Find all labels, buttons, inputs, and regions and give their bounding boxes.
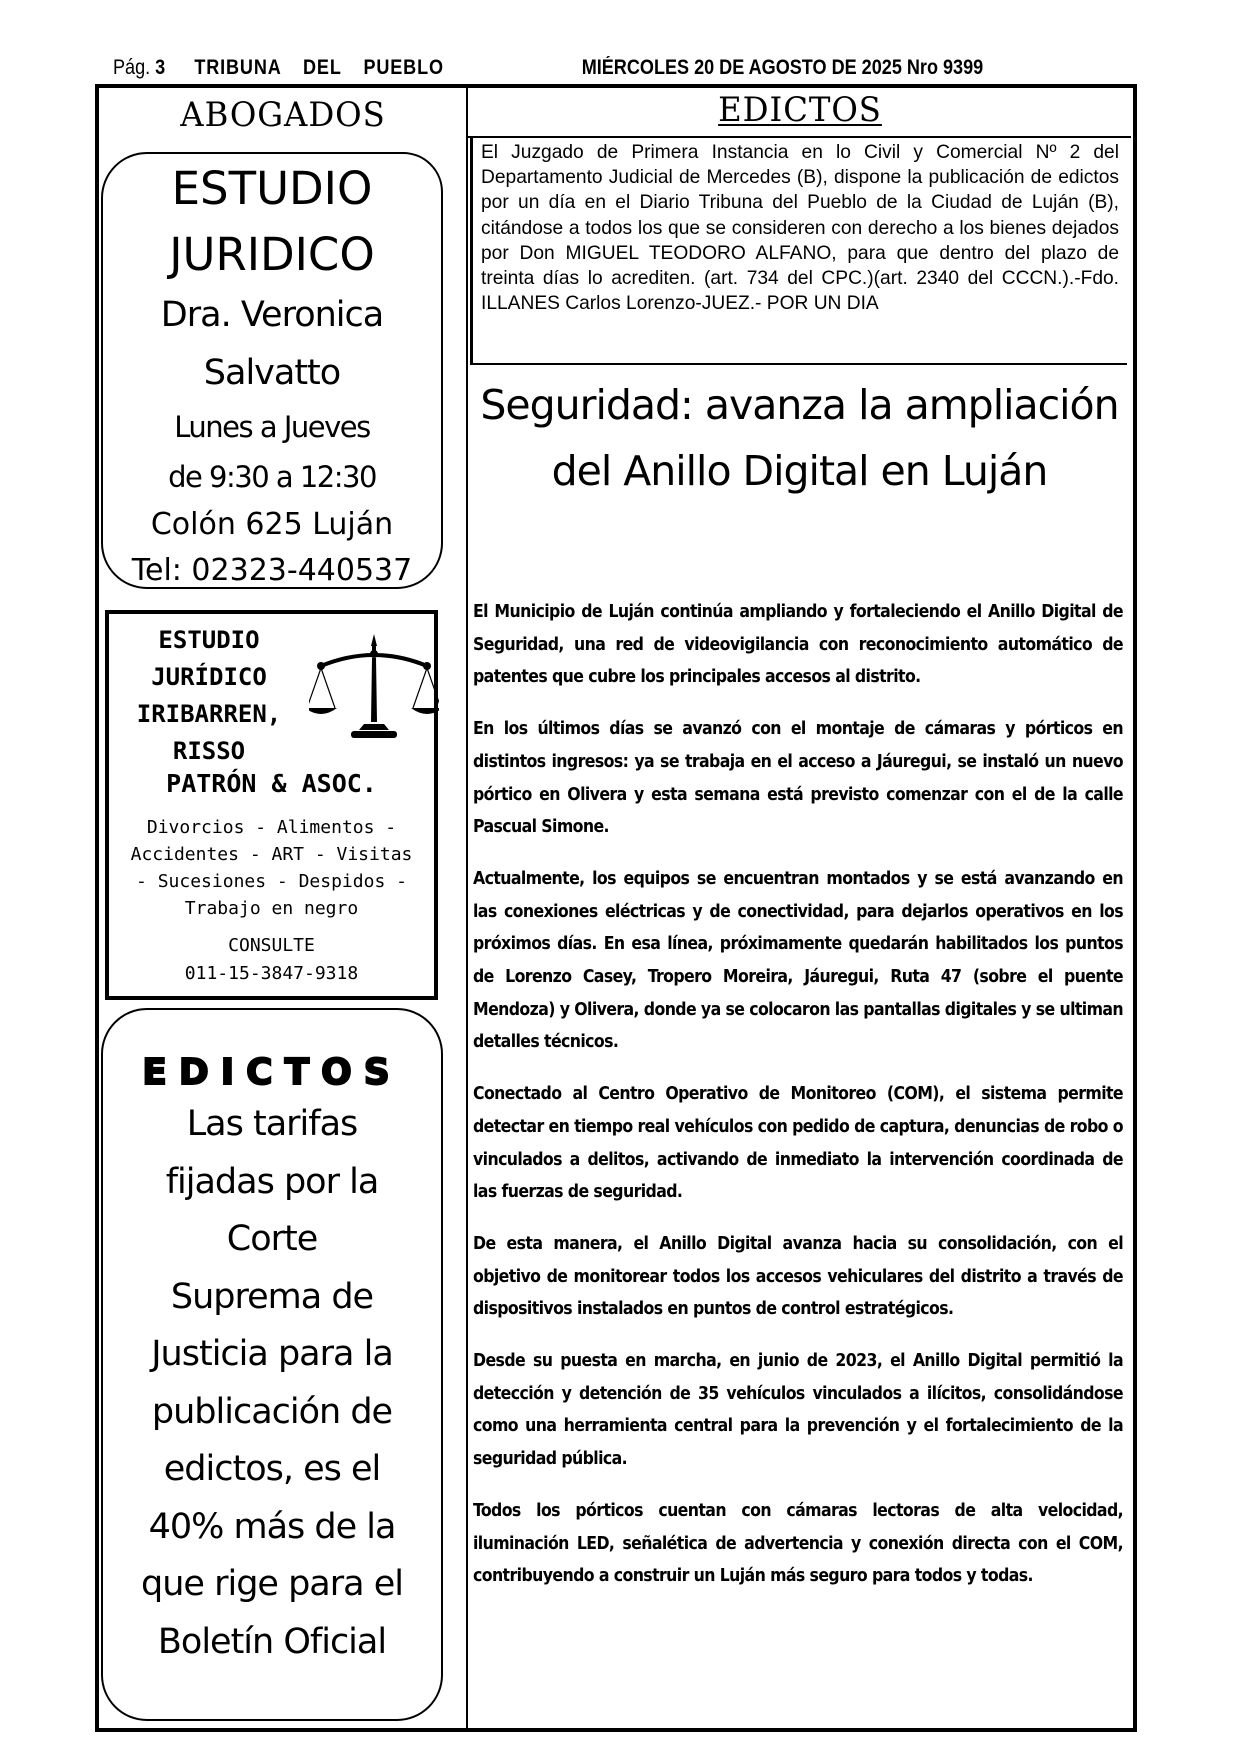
- ad-edictos-body: [103, 1096, 441, 1671]
- column-divider: [466, 88, 468, 1728]
- ad-phone: Tel: 02323-440537: [131, 553, 413, 588]
- article-paragraph: El Municipio de Luján continúa ampliando y fortaleciendo el Anillo Digital de Seguridad, una red de videovigilancia con reconocimiento automático de patentes que cubre los principales accesos al distrito.: [473, 602, 1123, 688]
- article-headline: Seguridad: avanza la ampliación del Anillo Digital en Luján: [480, 381, 1119, 495]
- ad-line: de 9:30 a 12:30: [168, 460, 376, 494]
- ad-line: Justicia para la: [151, 1334, 393, 1374]
- ad-line: Boletín Oficial: [157, 1621, 387, 1662]
- ad-title: [109, 622, 309, 770]
- ad-phone: 011-15-3847-9318: [184, 963, 359, 984]
- ad-estudio-juridico-salvatto: [101, 152, 443, 589]
- ad-line: edictos, es el: [163, 1449, 381, 1489]
- ad-service-line: Divorcios - Alimentos -: [146, 817, 397, 838]
- ad-title-line: JURÍDICO: [151, 663, 267, 691]
- ad-line: ESTUDIO: [171, 162, 373, 215]
- ad-line: Dra. Veronica: [160, 295, 384, 335]
- page-number: 3: [155, 56, 166, 79]
- scales-of-justice-icon: [309, 632, 439, 742]
- ad-line: Las tarifas: [186, 1104, 358, 1144]
- ad-service-line: Trabajo en negro: [184, 898, 359, 919]
- ad-edictos-title: EDICTOS: [142, 1052, 402, 1093]
- section-title-edictos-text: EDICTOS: [718, 90, 882, 130]
- newspaper-name: TRIBUNA DEL PUEBLO: [194, 56, 444, 79]
- article-body: [473, 596, 1123, 1612]
- section-title-abogados: ABOGADOS: [180, 95, 386, 135]
- article-paragraph: Desde su puesta en marcha, en junio de 2023, el Anillo Digital permitió la detección y detención de 35 vehículos vinculados a ilícitos, consolidándose como una herramienta central para la prevención y el fortalecimiento de la seguridad pública.: [473, 1351, 1123, 1470]
- article-paragraph: Conectado al Centro Operativo de Monitoreo (COM), el sistema permite detectar en tiempo real vehículos con pedido de captura, denuncias de robo o vinculados a delitos, activando de inmediato la intervención coordinada de las fuerzas de seguridad.: [473, 1084, 1123, 1203]
- ad-address: Colón 625 Luján: [150, 507, 394, 542]
- section-title-edictos: [487, 90, 1114, 130]
- ad-line: Suprema de: [170, 1276, 374, 1317]
- ad-line: 40% más de la: [148, 1506, 396, 1547]
- legal-notice: El Juzgado de Primera Instancia en lo Civil y Comercial Nº 2 del Departamento Judicial de Mercedes (B), dispone la publicación de edictos por un día en el Diario Tribuna del Pueblo de la Ciudad de Luján (B), citándose a todos los que se consideren con derecho a los bienes dejados por Don MIGUEL TEODORO ALFANO, para que dentro del plazo de treinta días lo acrediten. (art. 734 del CPC.)(art. 2340 del CCCN.).-Fdo. ILLANES Carlos Lorenzo-JUEZ.- POR UN DIA: [470, 138, 1127, 365]
- ad-service-line: Accidentes - ART - Visitas: [130, 844, 413, 865]
- ad-consult-label: CONSULTE: [228, 935, 315, 956]
- article-paragraph: Todos los pórticos cuentan con cámaras lectoras de alta velocidad, iluminación LED, señalética de advertencia y conexión directa con el COM, contribuyendo a construir un Luján más seguro para todos y todas.: [473, 1500, 1123, 1587]
- article-paragraph: Actualmente, los equipos se encuentran montados y se está avanzando en las conexiones eléctricas y de conectividad, para dejarlos operativos en los próximos días. En esa línea, próximamente quedarán habilitados los puntos de Lorenzo Casey, Tropero Moreira, Jáuregui, Ruta 47 (sobre el puente Mendoza) y Olivera, donde ya se colocaron las pantallas digitales y se ultiman detalles técnicos.: [473, 868, 1124, 1053]
- ad-firm-name: PATRÓN & ASOC.: [166, 769, 377, 798]
- article-paragraph: De esta manera, el Anillo Digital avanza hacia su consolidación, con el objetivo de monitorear todos los accesos vehiculares del distrito a través de dispositivos instalados en puntos de control estratégicos.: [473, 1233, 1123, 1320]
- ad-line: fijadas por la: [165, 1161, 379, 1202]
- issue-date: MIÉRCOLES 20 DE AGOSTO DE 2025 Nro 9399: [581, 56, 984, 79]
- ad-line: JURIDICO: [169, 228, 375, 281]
- ad-contact: [109, 932, 434, 988]
- ad-title-line: ESTUDIO: [158, 626, 260, 654]
- ad-line: Lunes a Jueves: [174, 410, 370, 444]
- ad-line: Corte: [226, 1219, 318, 1259]
- ad-title-line: RISSO: [172, 737, 246, 765]
- ad-services: [109, 814, 434, 922]
- ad-service-line: - Sucesiones - Despidos -: [136, 871, 407, 892]
- page-label: Pág.: [113, 56, 151, 79]
- ad-line: que rige para el: [141, 1564, 403, 1604]
- article-paragraph: En los últimos días se avanzó con el montaje de cámaras y pórticos en distintos ingresos: ya se trabaja en el acceso a Jáuregui, se instaló un nuevo pórtico en Olivera y esta semana está previsto comenzar con el de la calle Pascual Simone.: [473, 719, 1123, 838]
- ad-line: Salvatto: [203, 353, 341, 393]
- page-header: [113, 56, 992, 84]
- ad-title-line: IRIBARREN,: [136, 700, 282, 728]
- ad-line: publicación de: [151, 1391, 393, 1432]
- ad-estudio-iribarren: [105, 610, 438, 1000]
- ad-edictos-tarifas: [101, 1008, 443, 1721]
